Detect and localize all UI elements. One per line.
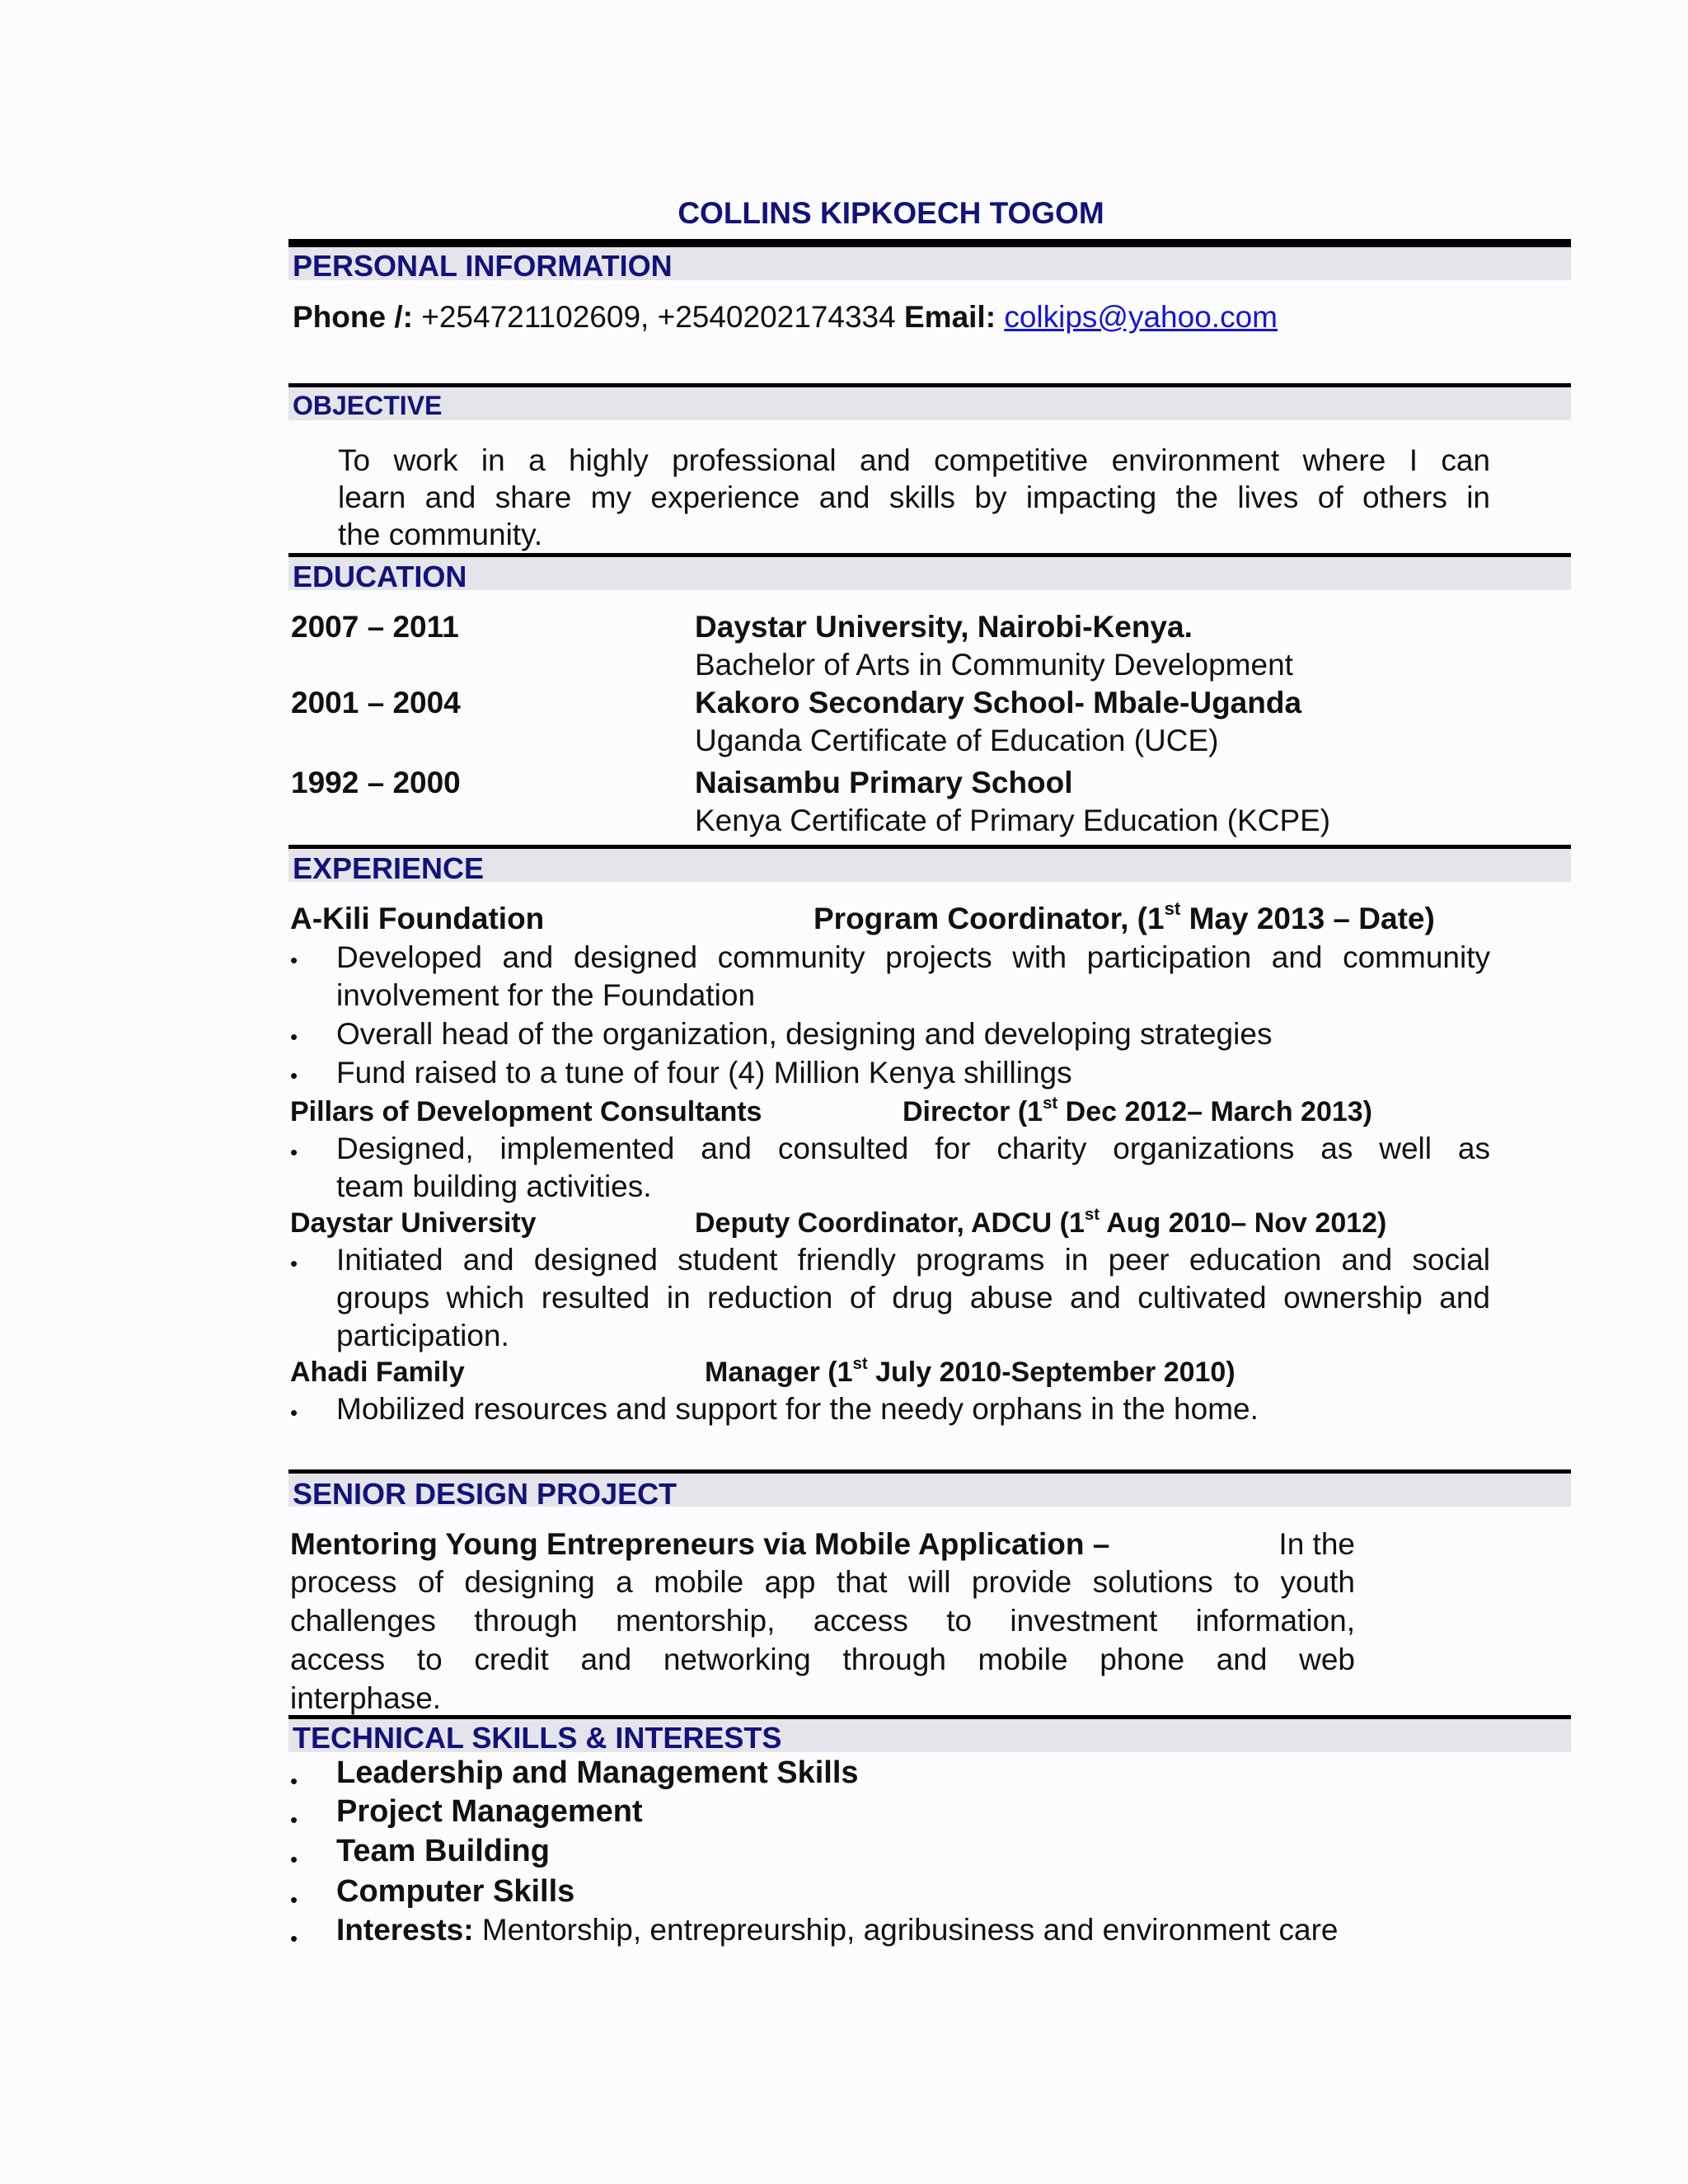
job-organization: Daystar University: [290, 1207, 537, 1239]
phone-label: Phone /:: [293, 300, 413, 334]
section-rule: [288, 239, 1571, 247]
bullet-icon: •: [290, 1807, 298, 1832]
objective-line: the community.: [338, 518, 543, 551]
interests-value: Mentorship, entrepreurship, agribusiness and environment care: [481, 1913, 1339, 1947]
project-text: challenges through mentorship, access to investment information,: [290, 1604, 1355, 1638]
bullet-icon: •: [290, 1140, 298, 1165]
section-heading-objective: OBJECTIVE: [293, 391, 443, 420]
bullet-icon: •: [290, 1926, 298, 1951]
bullet-icon: •: [290, 1847, 298, 1872]
education-years: 2001 – 2004: [291, 686, 461, 719]
section-band: [288, 557, 1571, 590]
job-bullet-text: involvement for the Foundation: [336, 978, 756, 1012]
job-bullet-text: participation.: [336, 1319, 509, 1352]
education-award: Kenya Certificate of Primary Education (KCPE): [695, 804, 1331, 837]
skill-item: Team Building: [336, 1834, 550, 1868]
bullet-icon: •: [290, 948, 298, 972]
interests-line: [336, 1913, 1338, 1947]
section-heading-experience: EXPERIENCE: [293, 851, 485, 885]
job-role: Deputy Coordinator, ADCU (1st Aug 2010– Nov 2012): [695, 1205, 1387, 1239]
section-heading-project: SENIOR DESIGN PROJECT: [293, 1477, 678, 1511]
bullet-icon: •: [290, 1887, 298, 1912]
job-bullet-text: Developed and designed community projects with participation and community: [336, 940, 1490, 974]
education-award: Uganda Certificate of Education (UCE): [695, 724, 1219, 757]
education-school: Kakoro Secondary School- Mbale-Uganda: [695, 686, 1302, 719]
bullet-icon: •: [290, 1769, 298, 1793]
job-organization: Pillars of Development Consultants: [290, 1096, 762, 1127]
bullet-icon: •: [290, 1251, 298, 1276]
section-heading-education: EDUCATION: [293, 560, 467, 593]
section-band: [288, 387, 1571, 420]
education-years: 1992 – 2000: [291, 766, 461, 799]
skill-item: Leadership and Management Skills: [336, 1755, 859, 1790]
job-role: Director (1st Dec 2012– March 2013): [903, 1094, 1373, 1127]
section-heading-skills: TECHNICAL SKILLS & INTERESTS: [293, 1721, 782, 1755]
project-text: interphase.: [290, 1681, 442, 1715]
education-award: Bachelor of Arts in Community Development: [695, 648, 1293, 682]
job-organization: Ahadi Family: [290, 1357, 465, 1388]
bullet-icon: •: [290, 1024, 298, 1049]
job-bullet-text: Mobilized resources and support for the needy orphans in the home.: [336, 1392, 1259, 1426]
job-organization: A-Kili Foundation: [290, 902, 545, 935]
job-bullet-text: team building activities.: [336, 1169, 652, 1203]
education-years: 2007 – 2011: [291, 610, 459, 644]
education-school: Daystar University, Nairobi-Kenya.: [695, 610, 1193, 644]
objective-line: To work in a highly professional and competitive environment where I can: [338, 443, 1490, 477]
phone-value: +254721102609, +2540202174334: [421, 300, 896, 334]
interests-label: Interests:: [336, 1913, 474, 1947]
job-bullet-text: Initiated and designed student friendly programs in peer education and social: [336, 1243, 1490, 1277]
objective-line: learn and share my experience and skills by impacting the lives of others in: [338, 480, 1490, 514]
job-role: Program Coordinator, (1st May 2013 – Date): [814, 898, 1435, 935]
bullet-icon: •: [290, 1400, 298, 1425]
resume-name: COLLINS KIPKOECH TOGOM: [678, 196, 1104, 230]
project-text: process of designing a mobile app that will provide solutions to youth: [290, 1565, 1355, 1599]
contact-line: [293, 300, 1278, 335]
education-school: Naisambu Primary School: [695, 766, 1073, 799]
project-title-line: [290, 1526, 1355, 1563]
job-bullet-text: Fund raised to a tune of four (4) Million Kenya shillings: [336, 1056, 1072, 1090]
job-role: Manager (1st July 2010-September 2010): [705, 1354, 1236, 1388]
job-bullet-text: groups which resulted in reduction of drug abuse and cultivated ownership and: [336, 1281, 1490, 1315]
section-heading-personal: PERSONAL INFORMATION: [293, 249, 673, 283]
skill-item: Project Management: [336, 1794, 643, 1829]
project-text: In the: [1278, 1527, 1355, 1561]
job-bullet-text: Overall head of the organization, designing and developing strategies: [336, 1017, 1273, 1051]
skill-item: Computer Skills: [336, 1874, 575, 1909]
bullet-icon: •: [290, 1063, 298, 1088]
email-link[interactable]: colkips@yahoo.com: [1004, 300, 1278, 334]
project-title: Mentoring Young Entrepreneurs via Mobile Application –: [290, 1527, 1110, 1561]
job-bullet-text: Designed, implemented and consulted for charity organizations as well as: [336, 1132, 1490, 1165]
project-text: access to credit and networking through mobile phone and web: [290, 1643, 1355, 1676]
email-label: Email:: [904, 300, 996, 334]
